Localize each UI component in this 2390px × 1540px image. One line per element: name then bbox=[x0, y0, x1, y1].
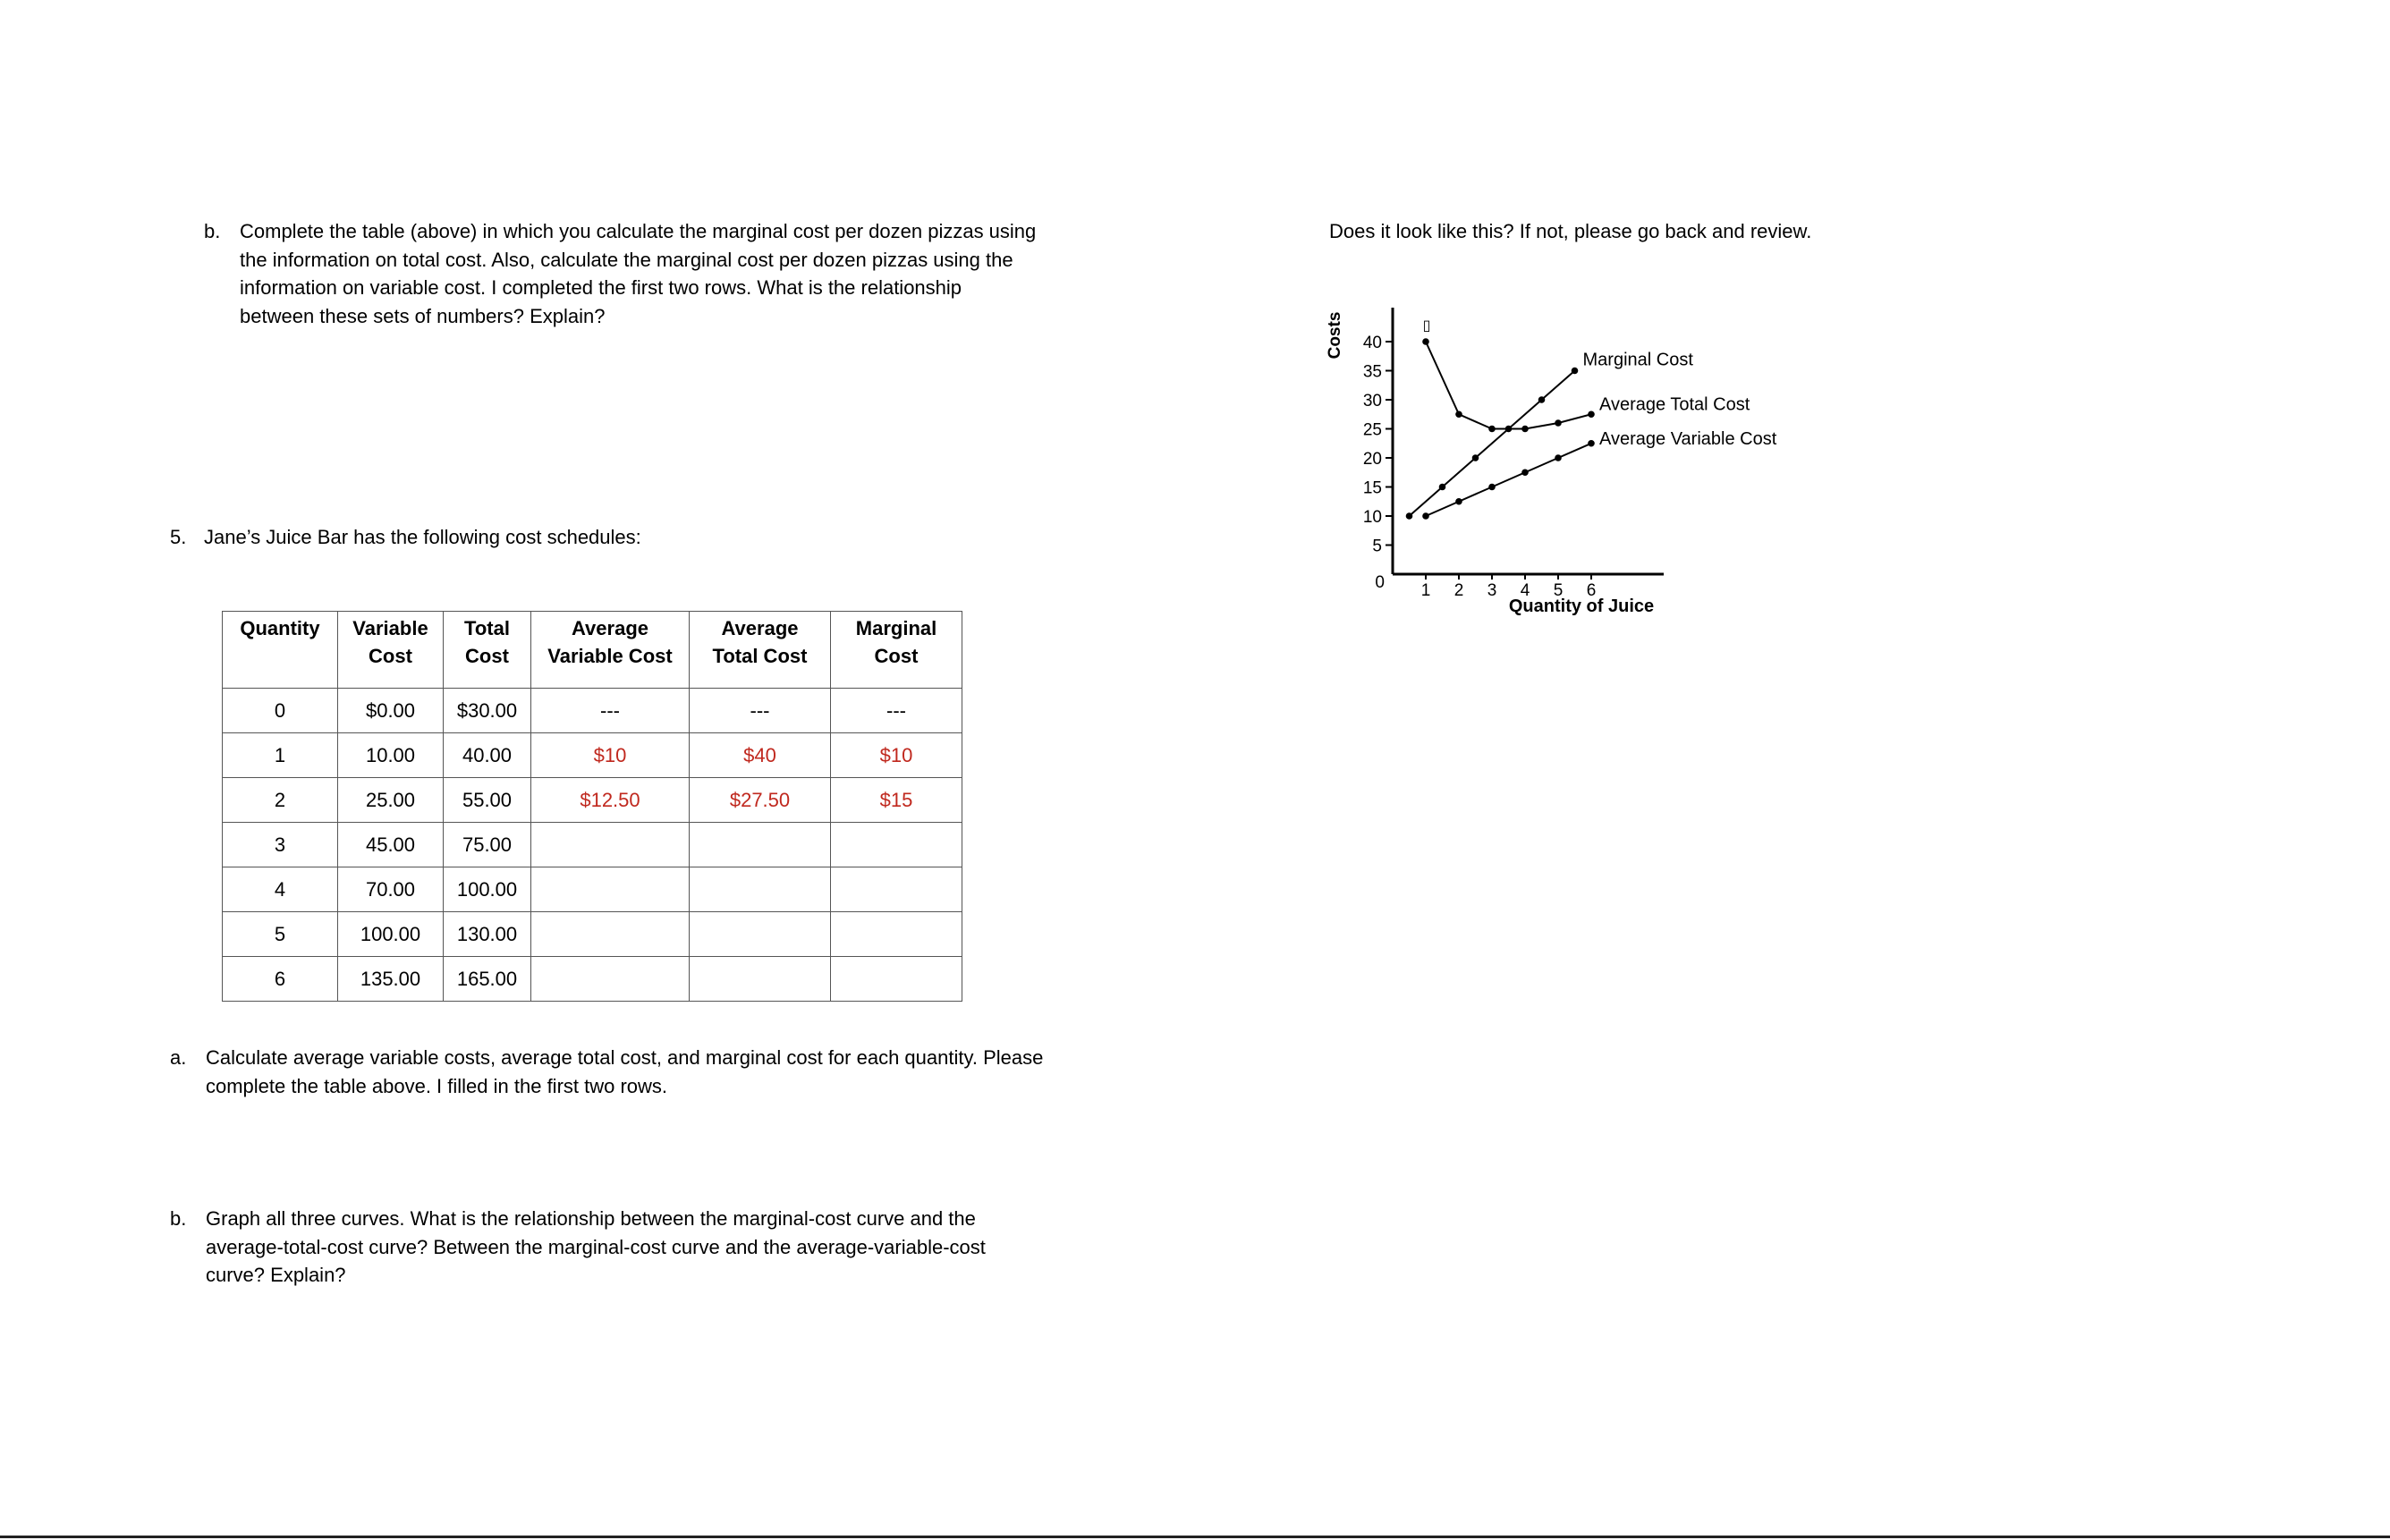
cell-avg-variable-cost bbox=[531, 867, 690, 912]
table-header-row bbox=[223, 612, 962, 689]
cell-marginal-cost: $10 bbox=[831, 733, 962, 778]
y-tick-label: 15 bbox=[1362, 478, 1382, 498]
average-total-cost-legend-label: Average Total Cost bbox=[1599, 394, 1750, 415]
cell-avg-variable-cost: $10 bbox=[531, 733, 690, 778]
y-axis-label: Costs bbox=[1326, 311, 1344, 360]
y-tick-label: 30 bbox=[1362, 392, 1382, 410]
cell-avg-total-cost: $27.50 bbox=[690, 778, 831, 823]
cell-marginal-cost bbox=[831, 823, 962, 867]
table-row bbox=[223, 778, 962, 823]
cell-quantity: 4 bbox=[223, 867, 338, 912]
y-tick-label: 35 bbox=[1362, 362, 1382, 382]
question-5 bbox=[170, 523, 886, 554]
y-tick-label: 10 bbox=[1362, 508, 1382, 527]
cell-avg-total-cost bbox=[690, 912, 831, 957]
cell-quantity: 0 bbox=[223, 689, 338, 733]
table-row bbox=[223, 957, 962, 1002]
item-label: b. bbox=[170, 1207, 187, 1230]
marginal-cost-point bbox=[1472, 454, 1479, 461]
cell-total-cost: 130.00 bbox=[444, 912, 531, 957]
cost-schedule-table bbox=[222, 611, 962, 1002]
x-tick-label: 6 bbox=[1586, 581, 1597, 600]
table-row bbox=[223, 733, 962, 778]
question-line: Complete the table (above) in which you calculate the marginal cost per dozen pizzas using bbox=[240, 220, 1037, 242]
cell-marginal-cost: $15 bbox=[831, 778, 962, 823]
page-bottom-rule bbox=[0, 1536, 2390, 1538]
average-variable-cost-point bbox=[1521, 469, 1529, 476]
y-tick-label: 40 bbox=[1362, 334, 1382, 352]
cell-total-cost: 55.00 bbox=[444, 778, 531, 823]
table-row bbox=[223, 912, 962, 957]
header-quantity: Quantity bbox=[223, 612, 338, 689]
marginal-cost-line bbox=[1410, 371, 1575, 517]
answer-check-text: Does it look like this? If not, please go back and review. bbox=[1329, 220, 1812, 242]
header-variable-cost: Variable Cost bbox=[338, 612, 444, 689]
cost-curves-chart bbox=[1324, 295, 1825, 626]
average-total-cost-line bbox=[1426, 342, 1591, 429]
cell-avg-variable-cost bbox=[531, 957, 690, 1002]
item-label: 5. bbox=[170, 526, 187, 548]
cell-marginal-cost bbox=[831, 867, 962, 912]
table-row bbox=[223, 867, 962, 912]
question-line: average-total-cost curve? Between the marginal-cost curve and the average-variable-cost bbox=[206, 1235, 986, 1258]
cell-avg-total-cost bbox=[690, 823, 831, 867]
cell-variable-cost: 70.00 bbox=[338, 867, 444, 912]
average-total-cost-point bbox=[1521, 426, 1529, 433]
chart-marker-glyph: ▯ bbox=[1422, 318, 1431, 334]
cell-variable-cost: 25.00 bbox=[338, 778, 444, 823]
question-text: Jane’s Juice Bar has the following cost schedules: bbox=[204, 526, 641, 548]
x-tick-label: 4 bbox=[1520, 581, 1530, 600]
question-line: complete the table above. I filled in the first two rows. bbox=[206, 1074, 668, 1097]
cell-quantity: 5 bbox=[223, 912, 338, 957]
cell-variable-cost: 45.00 bbox=[338, 823, 444, 867]
average-variable-cost-point bbox=[1422, 512, 1429, 520]
average-variable-cost-legend-label: Average Variable Cost bbox=[1599, 428, 1777, 449]
part-a-question bbox=[170, 1044, 1109, 1103]
item-label: a. bbox=[170, 1046, 187, 1069]
question-line: the information on total cost. Also, calculate the marginal cost per dozen pizzas using the bbox=[240, 248, 1013, 271]
cell-total-cost: 100.00 bbox=[444, 867, 531, 912]
cell-avg-total-cost bbox=[690, 957, 831, 1002]
average-total-cost-point bbox=[1422, 338, 1429, 345]
header-average-total-cost: Average Total Cost bbox=[690, 612, 831, 689]
marginal-cost-point bbox=[1538, 396, 1546, 403]
cell-avg-variable-cost bbox=[531, 823, 690, 867]
y-tick-label: 20 bbox=[1362, 450, 1382, 469]
marginal-cost-legend-label: Marginal Cost bbox=[1582, 350, 1693, 370]
cell-variable-cost: 100.00 bbox=[338, 912, 444, 957]
cell-avg-variable-cost: --- bbox=[531, 689, 690, 733]
part-b-question bbox=[170, 1205, 1109, 1292]
header-total-cost: Total Cost bbox=[444, 612, 531, 689]
cell-avg-total-cost: $40 bbox=[690, 733, 831, 778]
marginal-cost-point bbox=[1406, 512, 1413, 520]
cell-quantity: 1 bbox=[223, 733, 338, 778]
x-tick-label: 2 bbox=[1453, 581, 1464, 600]
header-average-variable-cost: Average Variable Cost bbox=[531, 612, 690, 689]
cell-quantity: 2 bbox=[223, 778, 338, 823]
cell-total-cost: 75.00 bbox=[444, 823, 531, 867]
average-total-cost-point bbox=[1455, 410, 1462, 418]
average-variable-cost-point bbox=[1455, 498, 1462, 505]
question-line: between these sets of numbers? Explain? bbox=[240, 304, 606, 327]
y-tick-label: 5 bbox=[1372, 537, 1382, 556]
cell-avg-variable-cost: $12.50 bbox=[531, 778, 690, 823]
average-total-cost-point bbox=[1488, 426, 1496, 433]
x-axis-label: Quantity of Juice bbox=[1508, 597, 1655, 616]
question-line: information on variable cost. I completed the first two rows. What is the relationship bbox=[240, 276, 962, 299]
cell-avg-total-cost: --- bbox=[690, 689, 831, 733]
average-variable-cost-point bbox=[1555, 454, 1562, 461]
question-line: Calculate average variable costs, average total cost, and marginal cost for each quantity. Please bbox=[206, 1046, 1044, 1069]
header-marginal-cost: Marginal Cost bbox=[831, 612, 962, 689]
question-line: curve? Explain? bbox=[206, 1264, 346, 1286]
cell-variable-cost: 135.00 bbox=[338, 957, 444, 1002]
marginal-cost-point bbox=[1572, 368, 1579, 375]
cell-marginal-cost bbox=[831, 912, 962, 957]
cell-quantity: 3 bbox=[223, 823, 338, 867]
cell-variable-cost: $0.00 bbox=[338, 689, 444, 733]
item-label: b. bbox=[204, 220, 221, 242]
average-variable-cost-point bbox=[1588, 440, 1595, 447]
average-total-cost-point bbox=[1588, 410, 1595, 418]
origin-label: 0 bbox=[1375, 573, 1385, 592]
question-line: Graph all three curves. What is the relationship between the marginal-cost curve and the bbox=[206, 1207, 976, 1230]
cell-total-cost: 165.00 bbox=[444, 957, 531, 1002]
cell-marginal-cost: --- bbox=[831, 689, 962, 733]
cell-total-cost: 40.00 bbox=[444, 733, 531, 778]
table-row bbox=[223, 823, 962, 867]
marginal-cost-point bbox=[1439, 484, 1446, 491]
cell-quantity: 6 bbox=[223, 957, 338, 1002]
average-variable-cost-point bbox=[1488, 484, 1496, 491]
cell-avg-variable-cost bbox=[531, 912, 690, 957]
x-tick-label: 1 bbox=[1420, 581, 1431, 600]
pizza-question-b bbox=[204, 217, 1054, 334]
x-tick-label: 3 bbox=[1487, 581, 1497, 600]
cell-variable-cost: 10.00 bbox=[338, 733, 444, 778]
cell-total-cost: $30.00 bbox=[444, 689, 531, 733]
cell-marginal-cost bbox=[831, 957, 962, 1002]
x-tick-label: 5 bbox=[1553, 581, 1564, 600]
cell-avg-total-cost bbox=[690, 867, 831, 912]
y-tick-label: 25 bbox=[1362, 420, 1382, 440]
table-row bbox=[223, 689, 962, 733]
average-total-cost-point bbox=[1555, 419, 1562, 427]
